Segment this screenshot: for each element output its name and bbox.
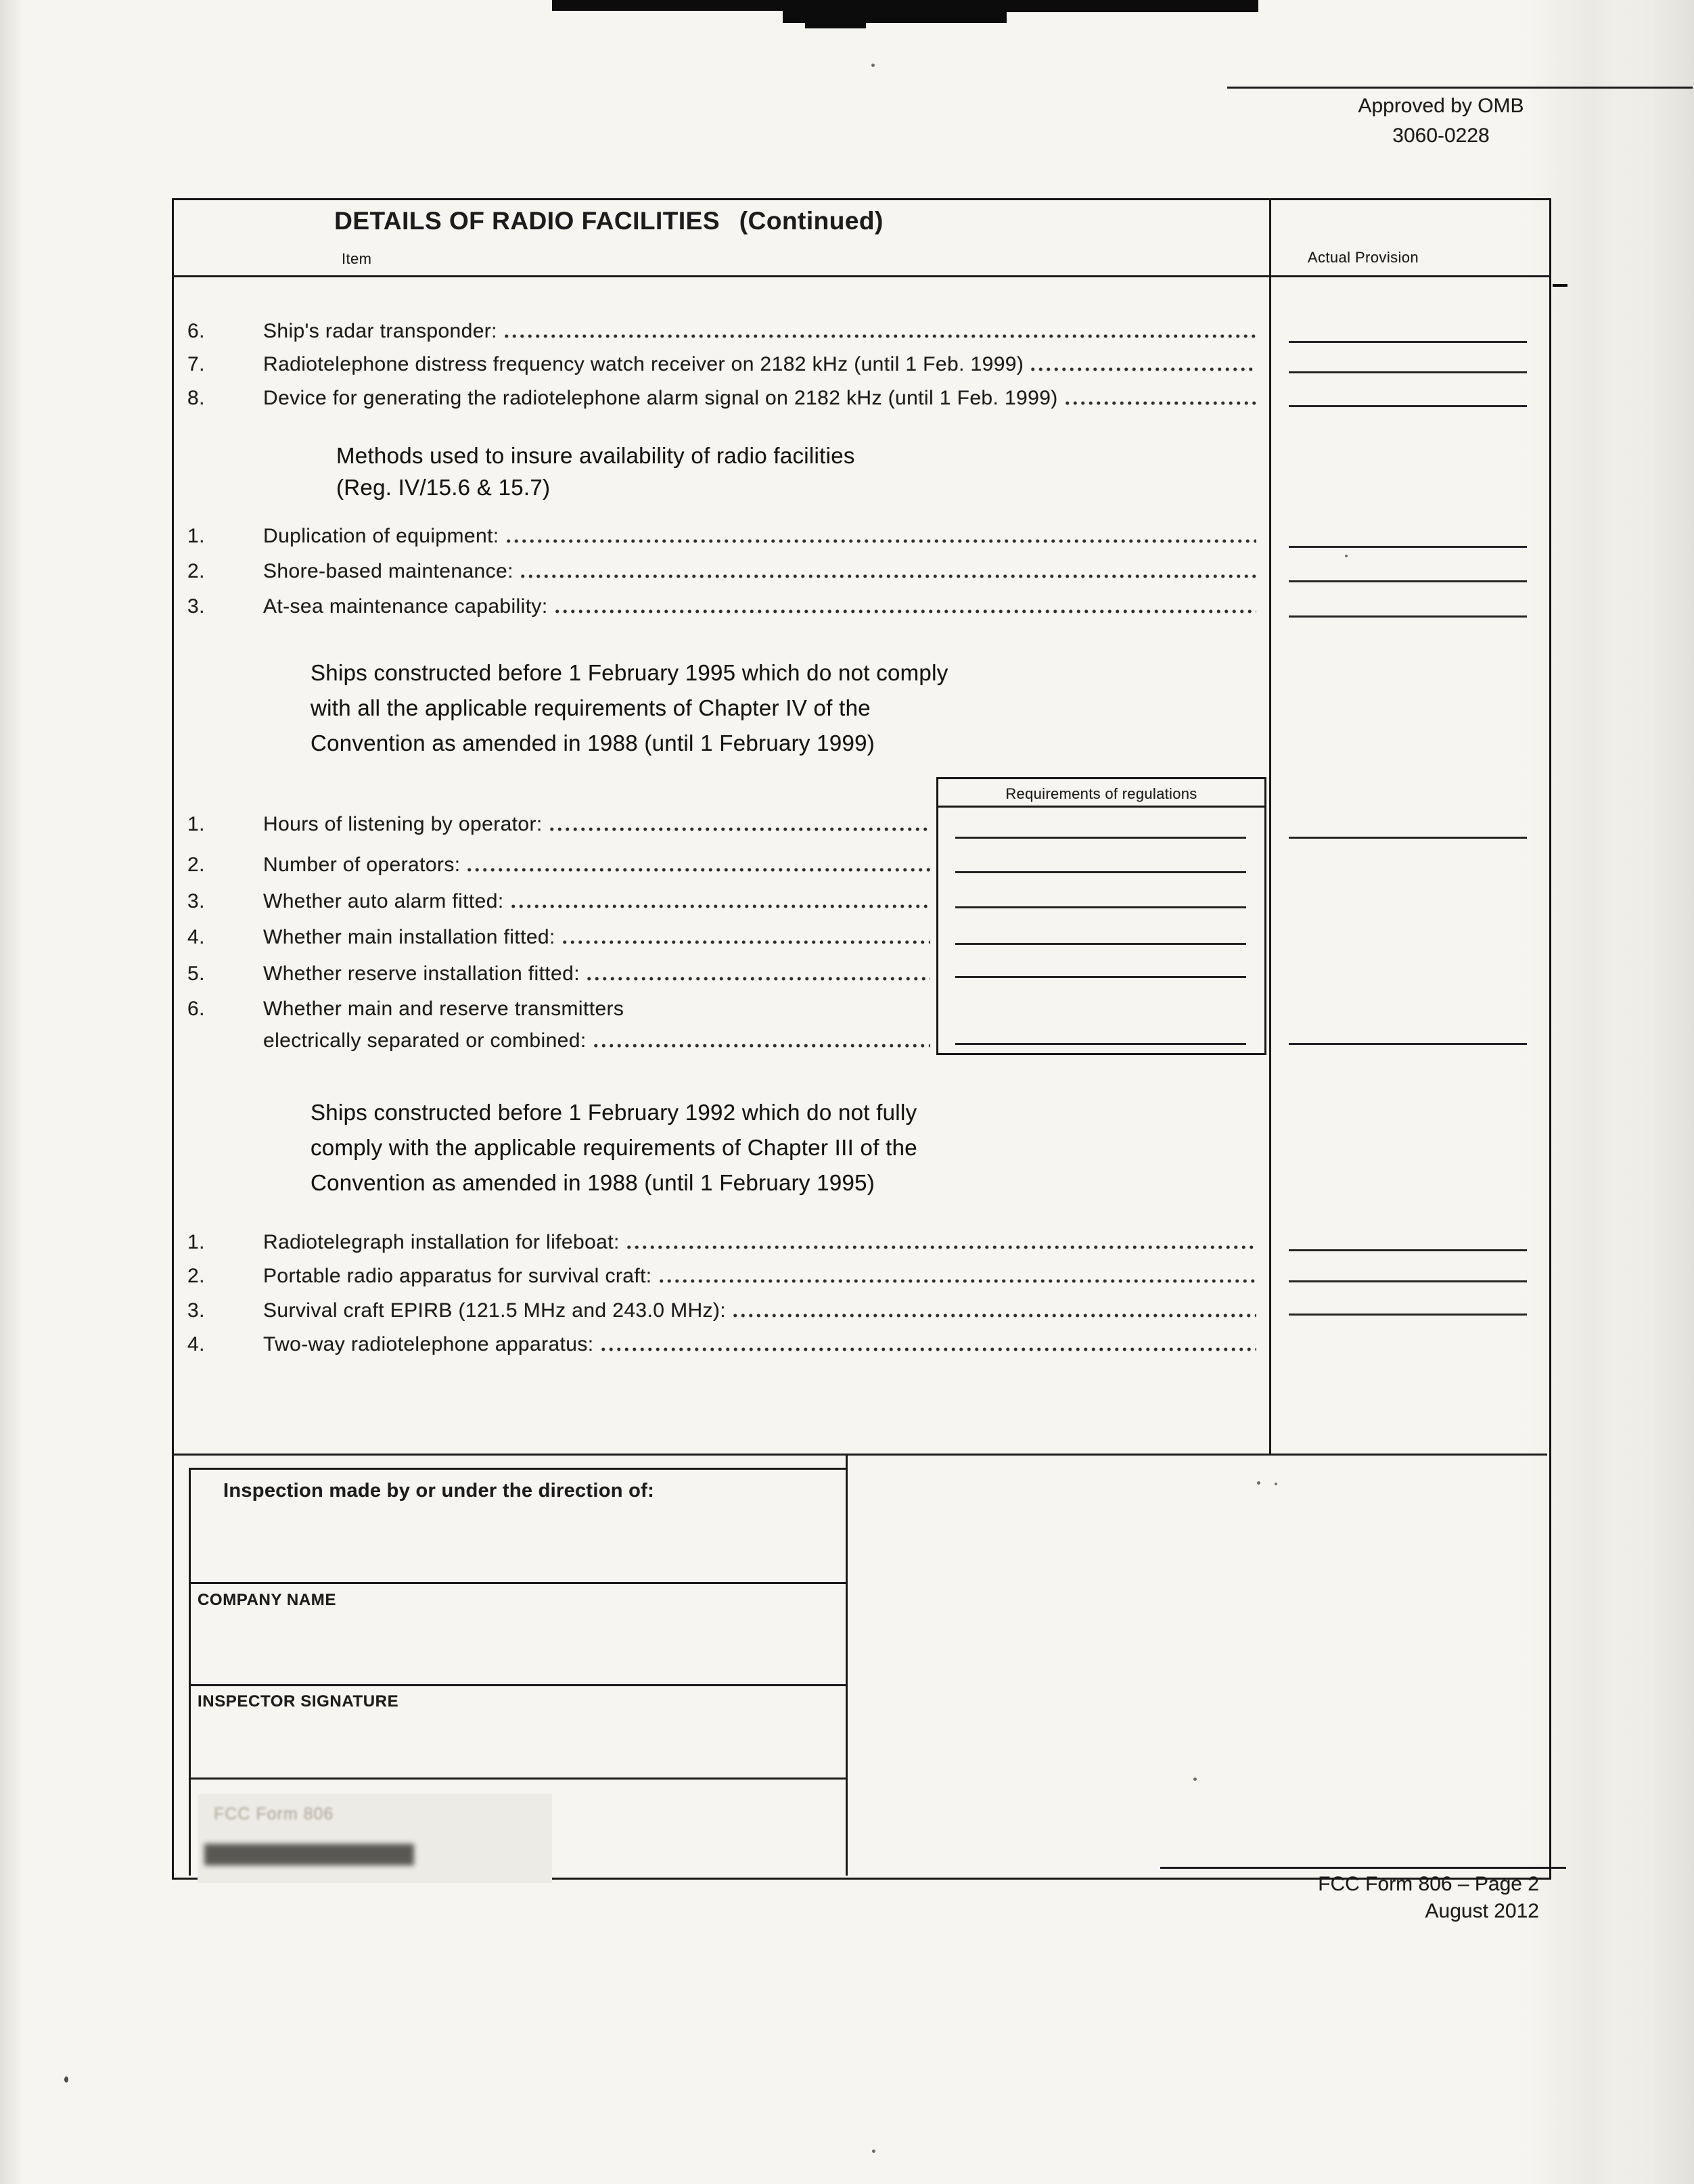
methods-heading-line2: (Reg. IV/15.6 & 15.7) xyxy=(336,475,551,500)
scan-speck xyxy=(871,64,875,67)
item-label: Radiotelegraph installation for lifeboat: xyxy=(263,1231,620,1253)
form-row xyxy=(187,889,930,914)
item-number: 1. xyxy=(187,1231,205,1253)
answer-line xyxy=(1289,405,1527,407)
dotted-leader xyxy=(625,1244,1256,1251)
methods-heading-line1: Methods used to insure availability of radio facilities xyxy=(336,443,855,468)
answer-line xyxy=(1289,371,1527,373)
answer-line xyxy=(1289,546,1527,548)
item-number: 2. xyxy=(187,560,205,582)
item-label: Whether main installation fitted: xyxy=(263,926,555,948)
answer-line xyxy=(1289,615,1527,618)
inspection-box-top xyxy=(189,1468,846,1470)
item-column-header: Item xyxy=(342,250,372,267)
form-row xyxy=(187,352,1256,377)
form-row xyxy=(187,1029,930,1053)
form-row xyxy=(187,812,930,837)
dotted-leader xyxy=(505,538,1256,544)
requirements-answer-line xyxy=(955,837,1246,839)
ink-smudge xyxy=(204,1844,414,1865)
footer-date: August 2012 xyxy=(1425,1900,1539,1922)
item-number: 3. xyxy=(187,1299,205,1322)
scan-speck xyxy=(1193,1778,1197,1781)
dotted-leader xyxy=(553,608,1256,615)
item-label: Device for generating the radiotelephone alarm signal on 2182 kHz (until 1 Feb. 1999) xyxy=(263,387,1058,409)
dotted-leader xyxy=(1063,400,1256,406)
dotted-leader xyxy=(561,939,930,946)
column-divider xyxy=(1269,198,1271,1456)
item-number: 2. xyxy=(187,1265,205,1287)
scan-speck xyxy=(1345,555,1348,557)
inspection-heading: Inspection made by or under the direction of: xyxy=(223,1480,655,1502)
form-row xyxy=(187,1264,1256,1288)
answer-line xyxy=(1289,1280,1527,1282)
form-row xyxy=(187,595,1256,619)
item-number: 6. xyxy=(187,320,205,342)
scan-mark xyxy=(783,0,1007,23)
item-number: 4. xyxy=(187,926,205,948)
form-row xyxy=(187,853,930,877)
scan-speck xyxy=(64,2076,68,2083)
item-label: Two-way radiotelephone apparatus: xyxy=(263,1333,594,1355)
pre1992-heading-line3: Convention as amended in 1988 (until 1 February 1995) xyxy=(311,1170,875,1195)
requirements-answer-line xyxy=(955,976,1246,978)
pre1995-heading-line1: Ships constructed before 1 February 1995 which do not comply xyxy=(311,660,948,685)
dotted-leader xyxy=(658,1278,1256,1284)
item-number: 8. xyxy=(187,387,205,409)
omb-rule xyxy=(1227,87,1693,89)
scan-speck xyxy=(872,2150,875,2153)
item-label: Survival craft EPIRB (121.5 MHz and 243.0 MHz): xyxy=(263,1299,727,1322)
item-label: Whether reserve installation fitted: xyxy=(263,962,580,985)
item-number: 3. xyxy=(187,890,205,912)
item-label: Shore-based maintenance: xyxy=(263,560,513,582)
form-row xyxy=(187,386,1256,411)
scan-mark xyxy=(1553,284,1567,287)
item-number: 1. xyxy=(187,525,205,547)
answer-line xyxy=(1289,1314,1527,1316)
item-label: Ship's radar transponder: xyxy=(263,320,497,342)
dotted-leader xyxy=(731,1312,1256,1319)
omb-number: 3060-0228 xyxy=(1392,124,1490,147)
inspection-rule xyxy=(189,1778,846,1780)
answer-line xyxy=(1289,341,1527,343)
dotted-leader xyxy=(548,826,930,833)
scan-mark xyxy=(805,20,866,28)
form-title xyxy=(271,207,947,235)
requirements-box-header: Requirements of regulations xyxy=(938,779,1264,808)
dotted-leader xyxy=(1029,366,1256,373)
item-number: 6. xyxy=(187,998,205,1020)
form-row xyxy=(187,1230,1256,1255)
answer-line xyxy=(1289,580,1527,582)
footer-form-number: FCC Form 806 – Page 2 xyxy=(1318,1873,1539,1895)
scan-mark xyxy=(552,0,783,11)
form-title-continued: (Continued) xyxy=(739,207,884,235)
item-number: 7. xyxy=(187,353,205,375)
dotted-leader xyxy=(503,333,1256,340)
footer-rule xyxy=(1160,1867,1566,1869)
item-number: 1. xyxy=(187,813,205,835)
item-label: Duplication of equipment: xyxy=(263,525,499,547)
item-number: 2. xyxy=(187,854,205,876)
pre1992-heading-line1: Ships constructed before 1 February 1992 which do not fully xyxy=(311,1100,917,1125)
form-row xyxy=(187,1332,1256,1357)
ghost-old-footer-text: FCC Form 806 xyxy=(214,1805,334,1823)
company-name-label: COMPANY NAME xyxy=(198,1591,336,1609)
item-label: Whether auto alarm fitted: xyxy=(263,890,504,912)
form-row xyxy=(187,319,1256,344)
inspection-rule xyxy=(189,1582,846,1584)
answer-line xyxy=(1289,1043,1527,1045)
requirements-answer-line xyxy=(955,1043,1246,1045)
form-row xyxy=(187,997,930,1021)
requirements-answer-line xyxy=(955,871,1246,873)
pre1995-heading-line3: Convention as amended in 1988 (until 1 February 1999) xyxy=(311,730,875,756)
scan-speck xyxy=(1257,1481,1260,1485)
item-number: 3. xyxy=(187,595,205,618)
scan-speck xyxy=(1275,1483,1277,1485)
requirements-answer-line xyxy=(955,943,1246,945)
scan-artifact-overlay xyxy=(198,1794,552,1883)
scan-mark xyxy=(1007,0,1258,12)
dotted-leader xyxy=(465,866,930,873)
item-label: Portable radio apparatus for survival craft: xyxy=(263,1265,652,1287)
form-row xyxy=(187,1299,1256,1323)
dotted-leader xyxy=(519,573,1256,580)
form-row xyxy=(187,524,1256,549)
form-row xyxy=(187,559,1256,584)
form-row xyxy=(187,925,930,950)
item-label: Whether main and reserve transmitters xyxy=(263,998,624,1020)
item-label: Hours of listening by operator: xyxy=(263,813,543,835)
pre1992-heading-line2: comply with the applicable requirements of Chapter III of the xyxy=(311,1135,917,1160)
form-title-main: DETAILS OF RADIO FACILITIES xyxy=(334,207,720,235)
actual-provision-column-header: Actual Provision xyxy=(1307,249,1419,266)
item-label: electrically separated or combined: xyxy=(263,1029,587,1052)
dotted-leader xyxy=(592,1042,930,1049)
section-divider xyxy=(172,1454,1547,1456)
bottom-section-divider xyxy=(846,1456,848,1876)
dotted-leader xyxy=(509,903,930,910)
item-label: At-sea maintenance capability: xyxy=(263,595,548,618)
form-row xyxy=(187,962,930,986)
answer-line xyxy=(1289,1249,1527,1251)
inspection-box-left xyxy=(189,1468,191,1876)
requirements-box xyxy=(936,777,1266,1055)
item-number: 4. xyxy=(187,1333,205,1355)
answer-line xyxy=(1289,837,1527,839)
item-label: Radiotelephone distress frequency watch receiver on 2182 kHz (until 1 Feb. 1999) xyxy=(263,353,1024,375)
dotted-leader xyxy=(585,975,930,982)
dotted-leader xyxy=(599,1346,1257,1353)
pre1995-heading-line2: with all the applicable requirements of Chapter IV of the xyxy=(311,695,871,720)
omb-approved-text: Approved by OMB xyxy=(1358,95,1524,117)
item-label: Number of operators: xyxy=(263,854,461,876)
requirements-answer-line xyxy=(955,906,1246,908)
item-number: 5. xyxy=(187,962,205,985)
inspector-signature-label: INSPECTOR SIGNATURE xyxy=(198,1692,399,1711)
header-rule xyxy=(172,275,1551,277)
inspection-rule xyxy=(189,1684,846,1686)
